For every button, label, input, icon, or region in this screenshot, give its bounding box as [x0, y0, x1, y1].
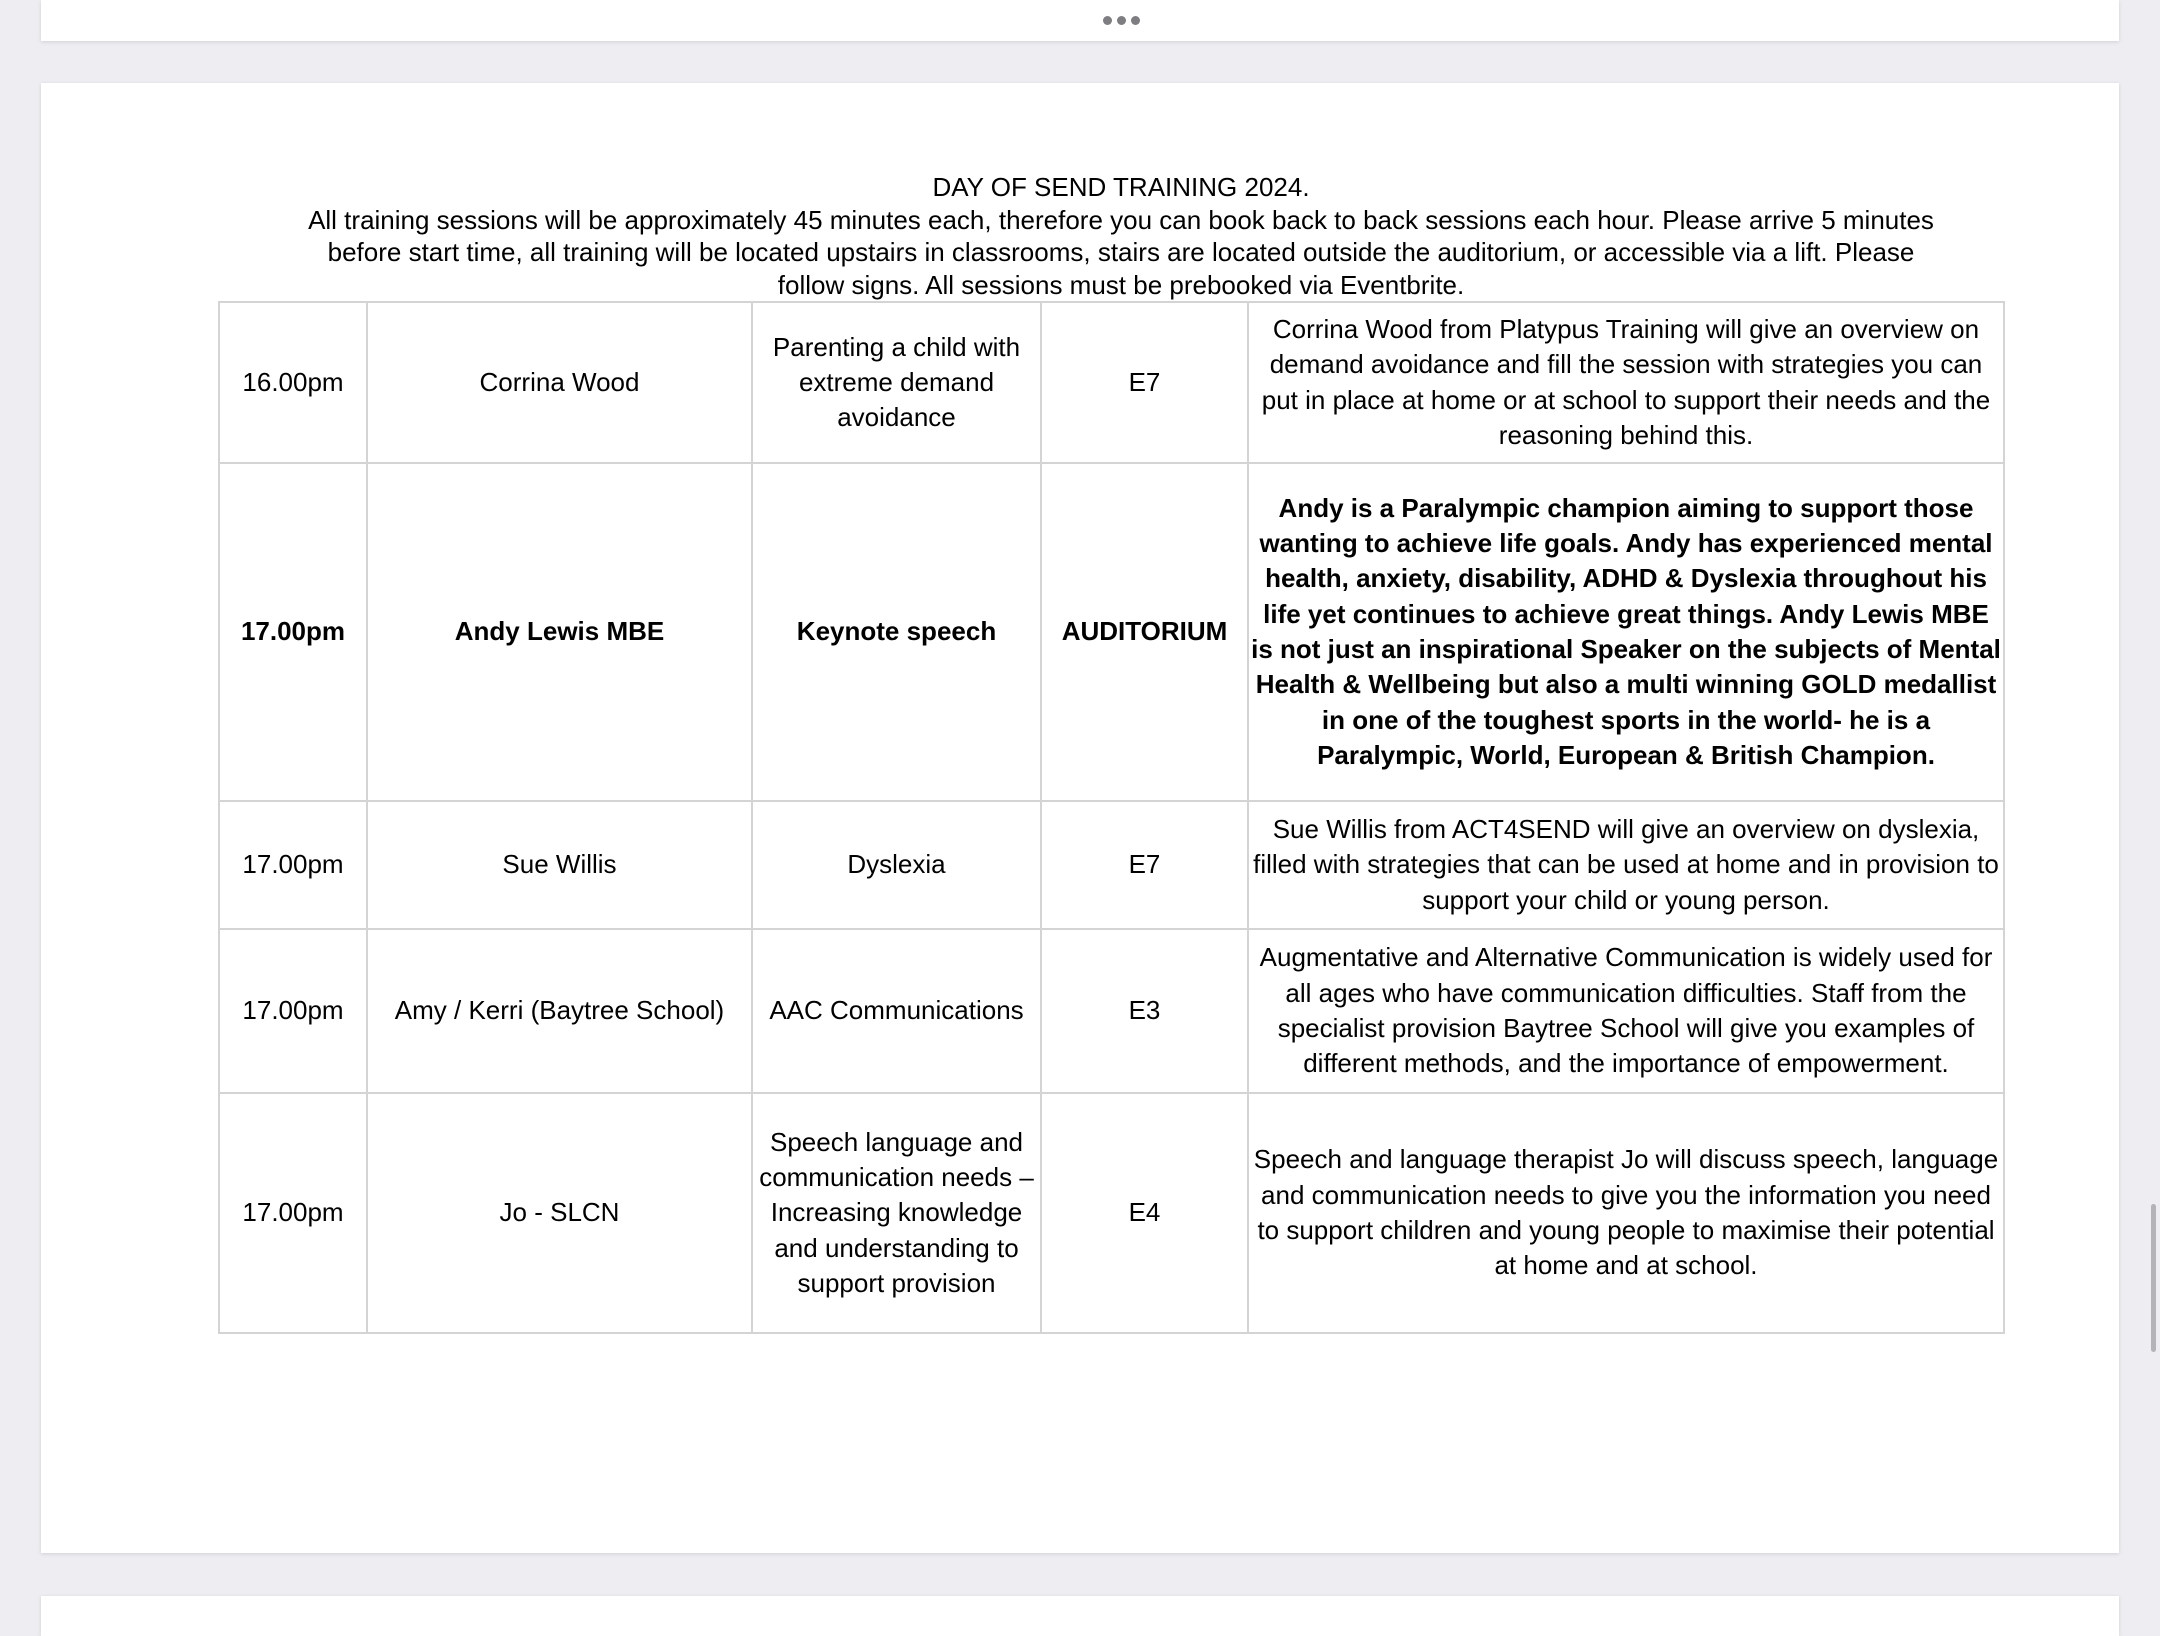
- intro-line-1: All training sessions will be approximately 45 minutes each, therefore you can book back to back sessions each hour. Please arrive 5 minutes: [308, 204, 1934, 235]
- session-room: E7: [1041, 302, 1248, 463]
- next-page: [41, 1596, 2119, 1636]
- table-row: [219, 929, 2004, 1093]
- dot: [1103, 16, 1112, 25]
- scrollbar[interactable]: [2151, 1204, 2156, 1352]
- session-speaker: Andy Lewis MBE: [367, 463, 752, 801]
- session-time: 17.00pm: [219, 1093, 367, 1333]
- table-row: [219, 1093, 2004, 1333]
- document-page: [41, 83, 2119, 1553]
- previous-page: [41, 0, 2119, 41]
- intro-line-2: before start time, all training will be located upstairs in classrooms, stairs are located outside the auditorium, or accessible via a lift. Please: [327, 237, 1915, 267]
- session-table: [218, 301, 2005, 1334]
- session-room: AUDITORIUM: [1041, 463, 1248, 801]
- session-topic: Dyslexia: [752, 801, 1041, 929]
- session-description: Augmentative and Alternative Communication is widely used for all ages who have communication difficulties. Staff from the specialist provision Baytree School will give you examples of different methods, and the importance of empowerment.: [1248, 929, 2004, 1093]
- session-time: 17.00pm: [219, 801, 367, 929]
- more-options-icon[interactable]: [1091, 8, 1151, 32]
- intro-line-3: follow signs. All sessions must be prebooked via Eventbrite.: [777, 269, 1465, 300]
- dot: [1131, 16, 1140, 25]
- session-time: 17.00pm: [219, 463, 367, 801]
- session-topic: Parenting a child with extreme demand avoidance: [752, 302, 1041, 463]
- session-room: E4: [1041, 1093, 1248, 1333]
- document-title: DAY OF SEND TRAINING 2024.: [932, 172, 1310, 202]
- session-description: Sue Willis from ACT4SEND will give an overview on dyslexia, filled with strategies that can be used at home and in provision to support your child or young person.: [1248, 801, 2004, 929]
- session-speaker: Sue Willis: [367, 801, 752, 929]
- session-topic: AAC Communications: [752, 929, 1041, 1093]
- session-time: 17.00pm: [219, 929, 367, 1093]
- session-description: Andy is a Paralympic champion aiming to support those wanting to achieve life goals. Andy has experienced mental health, anxiety, disability, ADHD & Dyslexia throughout his life yet continues to achieve great things. Andy Lewis MBE is not just an inspirational Speaker on the subjects of Mental Health & Wellbeing but also a multi winning GOLD medallist in one of the toughest sports in the world- he is a Paralympic, World, European & British Champion.: [1248, 463, 2004, 801]
- session-room: E7: [1041, 801, 1248, 929]
- session-description: Speech and language therapist Jo will discuss speech, language and communication needs to give you the information you need to support children and young people to maximise their potential at home and at school.: [1248, 1093, 2004, 1333]
- table-row: [219, 302, 2004, 463]
- session-room: E3: [1041, 929, 1248, 1093]
- session-speaker: Jo - SLCN: [367, 1093, 752, 1333]
- session-topic: Speech language and communication needs – Increasing knowledge and understanding to support provision: [752, 1093, 1041, 1333]
- session-speaker: Corrina Wood: [367, 302, 752, 463]
- session-time: 16.00pm: [219, 302, 367, 463]
- session-speaker: Amy / Kerri (Baytree School): [367, 929, 752, 1093]
- table-row: [219, 801, 2004, 929]
- session-topic: Keynote speech: [752, 463, 1041, 801]
- session-description: Corrina Wood from Platypus Training will give an overview on demand avoidance and fill the session with strategies you can put in place at home or at school to support their needs and the reasoning behind this.: [1248, 302, 2004, 463]
- document-header: [181, 171, 2061, 301]
- dot: [1117, 16, 1126, 25]
- table-row: [219, 463, 2004, 801]
